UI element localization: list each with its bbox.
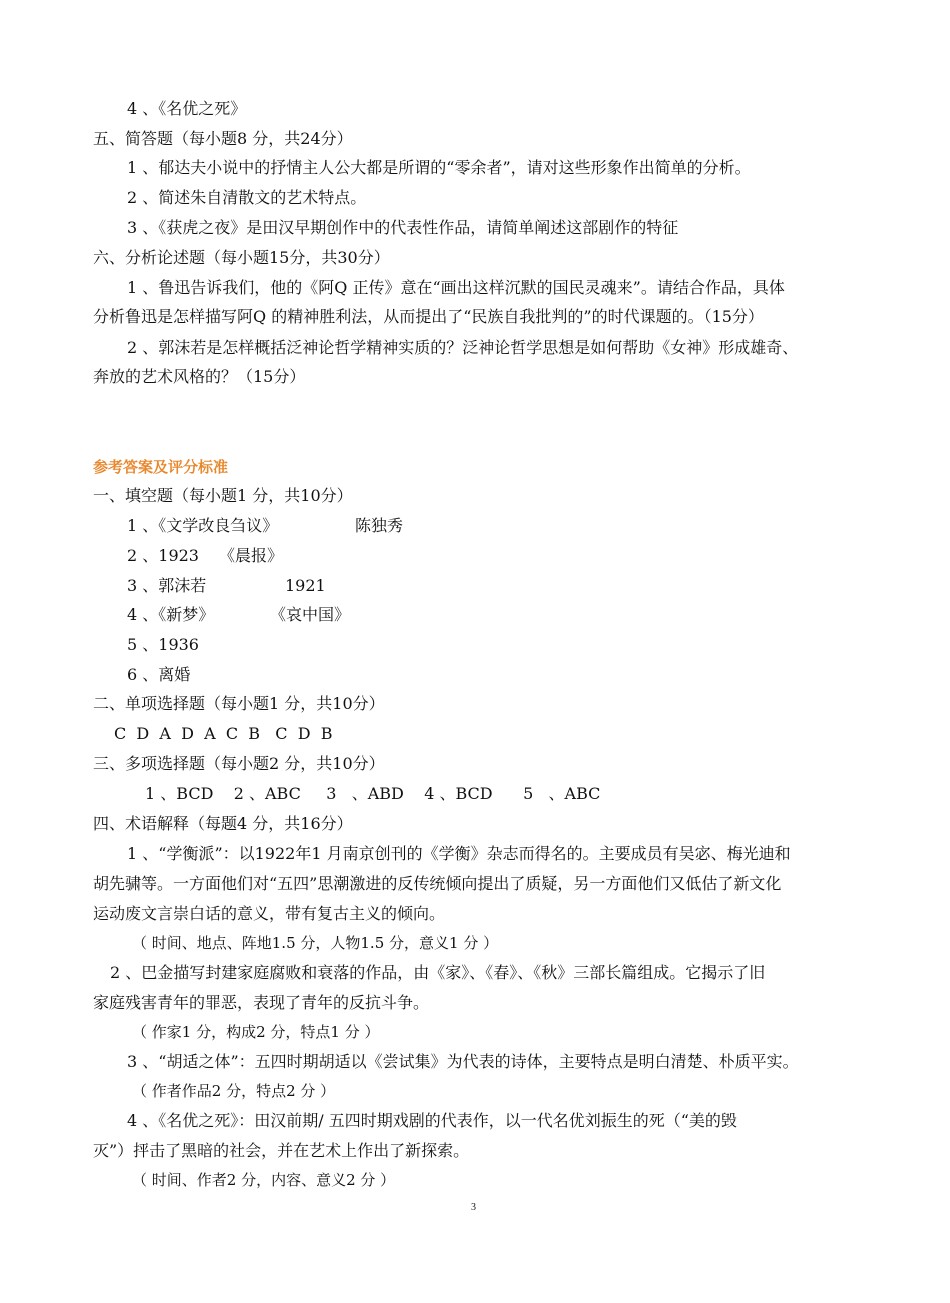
section6-title: 六、分析论述题（每小题15分，共30分）: [93, 248, 390, 267]
a4-term4-line1: 4 、《名优之死》：田汉前期/ 五四时期戏剧的代表作，以一代名优刘振生的死（“美的毁: [127, 1111, 737, 1130]
a1-title: 一、填空题（每小题1 分，共10分）: [93, 486, 353, 505]
a1-item-3: 3 、郭沫若: [127, 576, 207, 595]
section6-q2-line1: 2 、郭沫若是怎样概括泛神论哲学精神实质的？泛神论哲学思想是如何帮助《女神》形成雄奇、: [127, 338, 799, 357]
a3-answers: 1 、BCD 2 、ABC 3 、ABD 4 、BCD 5 、ABC: [145, 784, 601, 803]
a1-item-1-answer-a: 1 、《文学改良刍议》: [127, 516, 279, 535]
a1-item-1-answer-b: 陈独秀: [355, 516, 404, 535]
a4-title: 四、术语解释（每题4 分，共16分）: [93, 814, 353, 833]
q4-item: 4 、《名优之死》: [127, 99, 247, 118]
a4-term1-score: （ 时间、地点、阵地1.5 分，人物1.5 分，意义1 分 ）: [132, 934, 499, 952]
a1-item-3-answer-b: 1921: [285, 576, 326, 595]
a1-item-4-answer-b: 《哀中国》: [270, 605, 351, 624]
a1-item-5: 5 、1936: [127, 635, 199, 654]
a3-title: 三、多项选择题（每小题2 分，共10分）: [93, 754, 385, 773]
a4-term1-line2: 胡先骕等。一方面他们对“五四”思潮激进的反传统倾向提出了质疑，另一方面他们又低估了新文化: [93, 874, 782, 893]
section6-q2-line2: 奔放的艺术风格的？（15分）: [93, 367, 306, 386]
a2-answers: C D A D A C B C D B: [114, 724, 333, 743]
a4-term2-score: （ 作家1 分，构成2 分，特点1 分 ）: [132, 1023, 380, 1041]
section6-q1-line1: 1 、鲁迅告诉我们，他的《阿Q 正传》意在“画出这样沉默的国民灵魂来”。请结合作品，具体: [127, 278, 785, 297]
section5-item-1: 1 、郁达夫小说中的抒情主人公大都是所谓的“零余者”，请对这些形象作出简单的分析。: [127, 158, 751, 177]
a4-term3-line1: 3 、“胡适之体”：五四时期胡适以《尝试集》为代表的诗体，主要特点是明白清楚、朴质平实。: [127, 1052, 799, 1071]
a4-term1-line3: 运动废文言崇白话的意义，带有复古主义的倾向。: [93, 904, 446, 923]
a2-title: 二、单项选择题（每小题1 分，共10分）: [93, 694, 385, 713]
page-number: 3: [471, 1202, 476, 1213]
a1-item-4: 4 、《新梦》: [127, 605, 215, 624]
a4-term1-line1: 1 、“学衡派”：以1922年1 月南京创刊的《学衡》杂志而得名的。主要成员有吴宓、梅光迪和: [127, 844, 791, 863]
a4-term2-line1: 2 、巴金描写封建家庭腐败和衰落的作品，由《家》、《春》、《秋》三部长篇组成。它揭示了旧: [110, 963, 766, 982]
section5-item-2: 2 、简述朱自清散文的艺术特点。: [127, 188, 367, 207]
a1-item-6: 6 、离婚: [127, 665, 191, 684]
a4-term2-line2: 家庭残害青年的罪恶，表现了青年的反抗斗争。: [93, 993, 430, 1012]
a4-term4-score: （ 时间、作者2 分，内容、意义2 分 ）: [132, 1171, 396, 1189]
section5-title: 五、简答题（每小题8 分，共24分）: [93, 129, 353, 148]
a4-term3-score: （ 作者作品2 分，特点2 分 ）: [132, 1082, 336, 1100]
answers-heading: 参考答案及评分标准: [93, 458, 229, 476]
section6-q1-line2: 分析鲁迅是怎样描写阿Q 的精神胜利法，从而提出了“民族自我批判的”的时代课题的。（15分）: [93, 307, 764, 326]
a1-item-2-answer-b: 《晨报》: [219, 546, 284, 565]
a1-item-1: [127, 516, 278, 536]
a4-term4-line2: 灭”）抨击了黑暗的社会，并在艺术上作出了新探索。: [93, 1141, 470, 1160]
a1-item-2: 2 、1923: [127, 546, 199, 565]
section5-item-3: 3 、《获虎之夜》是田汉早期创作中的代表性作品，请简单阐述这部剧作的特征: [127, 218, 679, 237]
